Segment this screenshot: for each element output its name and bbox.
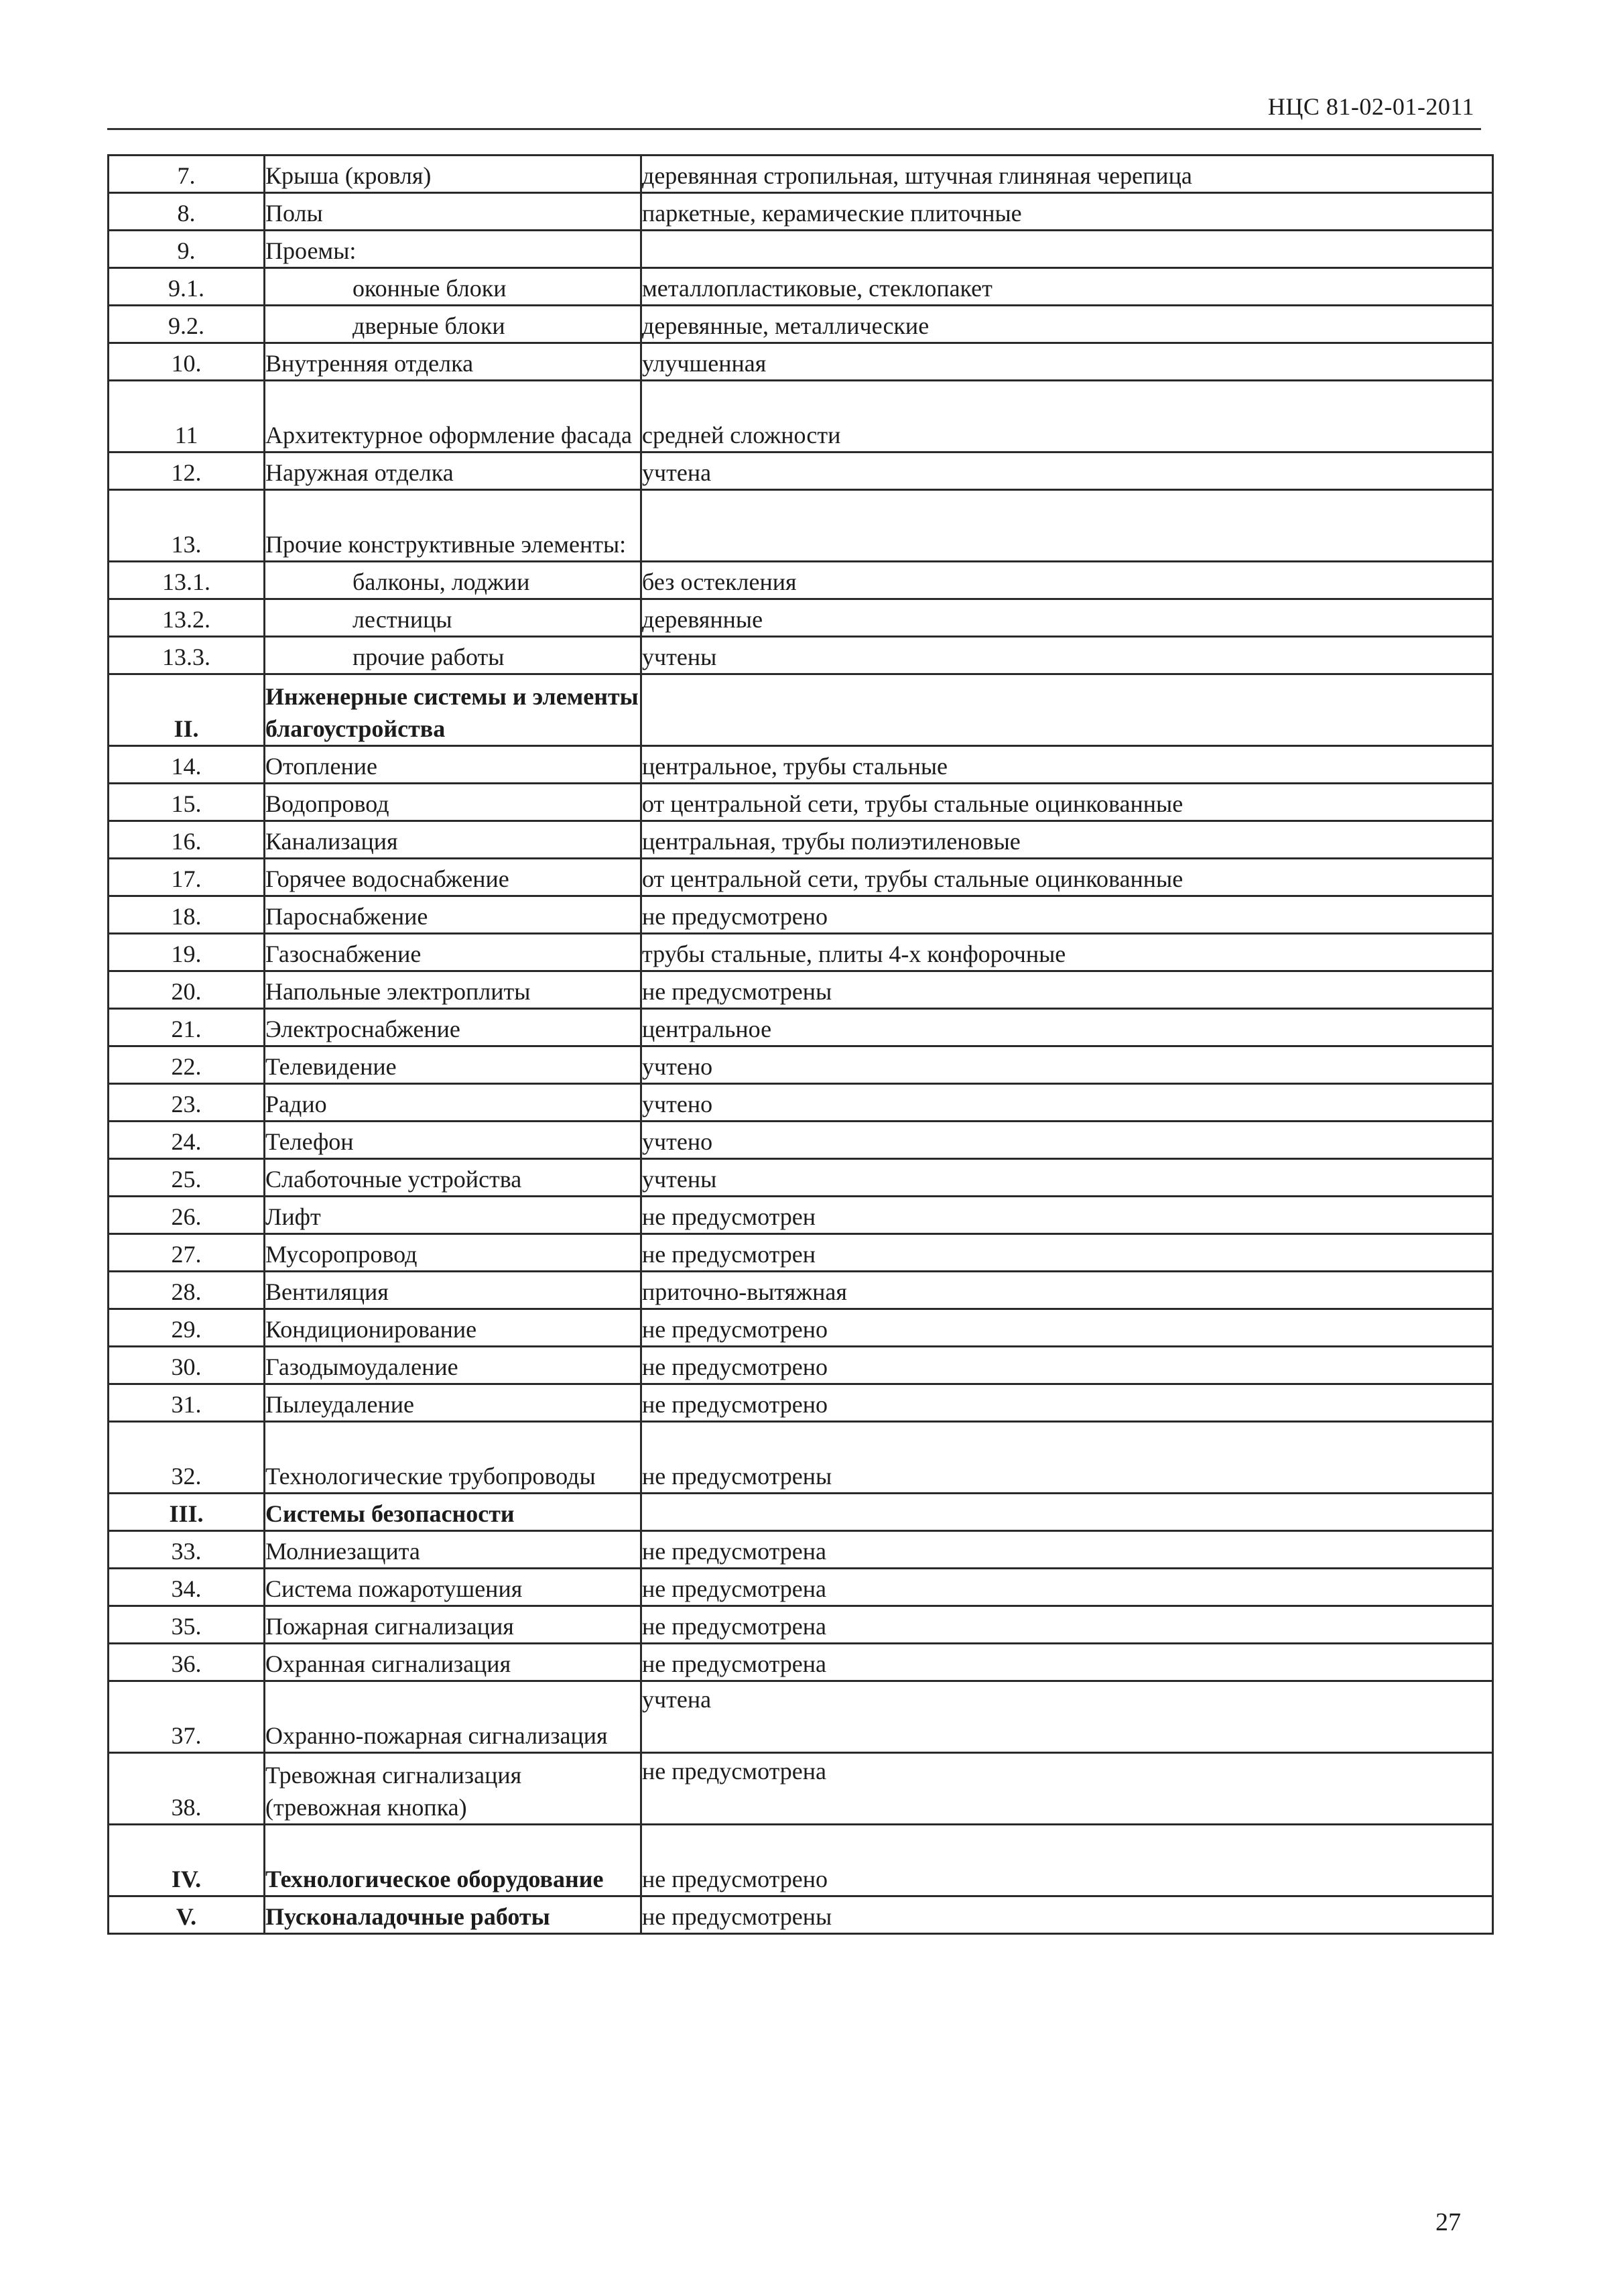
table-row xyxy=(109,1606,1493,1644)
item-value: не предусмотрено xyxy=(641,896,1493,934)
table-row xyxy=(109,452,1493,490)
item-number: 8. xyxy=(109,193,265,231)
item-name: Вентиляция xyxy=(265,1272,641,1309)
table-row xyxy=(109,1309,1493,1347)
item-name: Пылеудаление xyxy=(265,1384,641,1422)
item-name: Тревожная сигнализация (тревожная кнопка) xyxy=(265,1753,641,1825)
item-number: 13.3. xyxy=(109,637,265,674)
specification-table-body xyxy=(109,156,1493,1934)
section-row xyxy=(109,1494,1493,1531)
specification-table xyxy=(107,154,1494,1935)
item-number: 24. xyxy=(109,1122,265,1159)
item-number: 33. xyxy=(109,1531,265,1569)
item-name: Пожарная сигнализация xyxy=(265,1606,641,1644)
table-row xyxy=(109,231,1493,268)
table-row xyxy=(109,1569,1493,1606)
item-value: средней сложности xyxy=(641,381,1493,452)
item-number: 11 xyxy=(109,381,265,452)
item-name: Прочие конструктивные элементы: xyxy=(265,490,641,562)
item-number: 22. xyxy=(109,1046,265,1084)
item-value: без остекления xyxy=(641,562,1493,599)
table-row xyxy=(109,1384,1493,1422)
section-row xyxy=(109,1896,1493,1934)
table-row xyxy=(109,1122,1493,1159)
item-value: учтено xyxy=(641,1046,1493,1084)
item-value: центральная, трубы полиэтиленовые xyxy=(641,821,1493,859)
item-number: 14. xyxy=(109,746,265,784)
item-name: лестницы xyxy=(265,599,641,637)
item-number: 31. xyxy=(109,1384,265,1422)
item-number: 12. xyxy=(109,452,265,490)
item-value: от центральной сети, трубы стальные оцинкованные xyxy=(641,784,1493,821)
item-name: Мусоропровод xyxy=(265,1234,641,1272)
table-row xyxy=(109,896,1493,934)
item-value: учтено xyxy=(641,1122,1493,1159)
table-row xyxy=(109,637,1493,674)
item-number: 9.1. xyxy=(109,268,265,306)
item-value: не предусмотрено xyxy=(641,1825,1493,1896)
item-number: 17. xyxy=(109,859,265,896)
section-row xyxy=(109,674,1493,746)
item-number: 10. xyxy=(109,343,265,381)
item-value: не предусмотрено xyxy=(641,1309,1493,1347)
item-name: прочие работы xyxy=(265,637,641,674)
item-name: Охранно-пожарная сигнализация xyxy=(265,1681,641,1753)
item-value: не предусмотрено xyxy=(641,1384,1493,1422)
item-number: 27. xyxy=(109,1234,265,1272)
item-number: 7. xyxy=(109,156,265,193)
item-number: 18. xyxy=(109,896,265,934)
header-rule xyxy=(107,128,1481,130)
item-name: дверные блоки xyxy=(265,306,641,343)
item-name: Лифт xyxy=(265,1197,641,1234)
table-row xyxy=(109,1272,1493,1309)
item-name: Архитектурное оформление фасада xyxy=(265,381,641,452)
item-number: III. xyxy=(109,1494,265,1531)
table-row xyxy=(109,1197,1493,1234)
item-number: II. xyxy=(109,674,265,746)
item-value: центральное, трубы стальные xyxy=(641,746,1493,784)
item-name: Проемы: xyxy=(265,231,641,268)
table-row xyxy=(109,193,1493,231)
item-number: 16. xyxy=(109,821,265,859)
item-name: Отопление xyxy=(265,746,641,784)
item-number: 9. xyxy=(109,231,265,268)
item-value xyxy=(641,1494,1493,1531)
table-row xyxy=(109,1422,1493,1494)
table-row xyxy=(109,1159,1493,1197)
item-name: Телевидение xyxy=(265,1046,641,1084)
item-name: Пусконаладочные работы xyxy=(265,1896,641,1934)
table-row xyxy=(109,1046,1493,1084)
item-number: V. xyxy=(109,1896,265,1934)
item-value: не предусмотрены xyxy=(641,1896,1493,1934)
item-value: учтено xyxy=(641,1084,1493,1122)
item-name: Наружная отделка xyxy=(265,452,641,490)
item-value: не предусмотрена xyxy=(641,1606,1493,1644)
item-number: 30. xyxy=(109,1347,265,1384)
item-name: Газоснабжение xyxy=(265,934,641,971)
item-number: 34. xyxy=(109,1569,265,1606)
item-value: улучшенная xyxy=(641,343,1493,381)
item-number: 13. xyxy=(109,490,265,562)
table-row xyxy=(109,156,1493,193)
item-value: учтены xyxy=(641,1159,1493,1197)
table-row xyxy=(109,1009,1493,1046)
item-name: балконы, лоджии xyxy=(265,562,641,599)
item-number: IV. xyxy=(109,1825,265,1896)
item-value: металлопластиковые, стеклопакет xyxy=(641,268,1493,306)
item-number: 28. xyxy=(109,1272,265,1309)
table-row xyxy=(109,268,1493,306)
item-name: Канализация xyxy=(265,821,641,859)
table-row xyxy=(109,934,1493,971)
item-value: не предусмотрена xyxy=(641,1644,1493,1681)
table-row xyxy=(109,859,1493,896)
item-name: Кондиционирование xyxy=(265,1309,641,1347)
item-name: Охранная сигнализация xyxy=(265,1644,641,1681)
item-value: не предусмотрен xyxy=(641,1234,1493,1272)
item-number: 32. xyxy=(109,1422,265,1494)
item-value: учтена xyxy=(641,452,1493,490)
item-value: не предусмотрена xyxy=(641,1569,1493,1606)
item-number: 13.1. xyxy=(109,562,265,599)
item-number: 35. xyxy=(109,1606,265,1644)
item-name: Крыша (кровля) xyxy=(265,156,641,193)
item-value: не предусмотрено xyxy=(641,1347,1493,1384)
item-number: 29. xyxy=(109,1309,265,1347)
table-row xyxy=(109,1347,1493,1384)
table-row xyxy=(109,784,1493,821)
item-name: Телефон xyxy=(265,1122,641,1159)
document-code: НЦС 81-02-01-2011 xyxy=(1267,93,1474,120)
item-value: учтена xyxy=(641,1681,1493,1753)
item-name: Слаботочные устройства xyxy=(265,1159,641,1197)
item-value xyxy=(641,674,1493,746)
item-name: Система пожаротушения xyxy=(265,1569,641,1606)
item-value: деревянная стропильная, штучная глиняная черепица xyxy=(641,156,1493,193)
item-value: деревянные xyxy=(641,599,1493,637)
item-number: 37. xyxy=(109,1681,265,1753)
item-name: Водопровод xyxy=(265,784,641,821)
item-value: деревянные, металлические xyxy=(641,306,1493,343)
item-number: 38. xyxy=(109,1753,265,1825)
item-number: 36. xyxy=(109,1644,265,1681)
item-value: не предусмотрена xyxy=(641,1531,1493,1569)
item-name: Газодымоудаление xyxy=(265,1347,641,1384)
item-value: приточно-вытяжная xyxy=(641,1272,1493,1309)
table-row xyxy=(109,1681,1493,1753)
item-name: Напольные электроплиты xyxy=(265,971,641,1009)
item-number: 23. xyxy=(109,1084,265,1122)
table-row xyxy=(109,381,1493,452)
item-value: от центральной сети, трубы стальные оцинкованные xyxy=(641,859,1493,896)
item-value xyxy=(641,490,1493,562)
item-name: Инженерные системы и элементы благоустройства xyxy=(265,674,641,746)
item-name: Полы xyxy=(265,193,641,231)
table-row xyxy=(109,971,1493,1009)
item-number: 19. xyxy=(109,934,265,971)
table-row xyxy=(109,490,1493,562)
table-row xyxy=(109,562,1493,599)
item-name: Внутренняя отделка xyxy=(265,343,641,381)
item-number: 15. xyxy=(109,784,265,821)
item-name: Горячее водоснабжение xyxy=(265,859,641,896)
item-name: Радио xyxy=(265,1084,641,1122)
table-row xyxy=(109,1753,1493,1825)
item-name: Системы безопасности xyxy=(265,1494,641,1531)
section-row xyxy=(109,1825,1493,1896)
item-value xyxy=(641,231,1493,268)
table-row xyxy=(109,1084,1493,1122)
table-row xyxy=(109,343,1493,381)
item-value: паркетные, керамические плиточные xyxy=(641,193,1493,231)
item-name: оконные блоки xyxy=(265,268,641,306)
item-number: 9.2. xyxy=(109,306,265,343)
item-name: Технологические трубопроводы xyxy=(265,1422,641,1494)
table-row xyxy=(109,821,1493,859)
item-value: не предусмотрены xyxy=(641,1422,1493,1494)
table-row xyxy=(109,1644,1493,1681)
page-number: 27 xyxy=(1435,2208,1461,2236)
item-name: Технологическое оборудование xyxy=(265,1825,641,1896)
item-value: не предусмотрен xyxy=(641,1197,1493,1234)
table-row xyxy=(109,306,1493,343)
table-row xyxy=(109,1234,1493,1272)
item-number: 13.2. xyxy=(109,599,265,637)
item-name: Пароснабжение xyxy=(265,896,641,934)
item-value: не предусмотрена xyxy=(641,1753,1493,1825)
item-value: не предусмотрены xyxy=(641,971,1493,1009)
table-row xyxy=(109,599,1493,637)
item-value: трубы стальные, плиты 4-х конфорочные xyxy=(641,934,1493,971)
table-row xyxy=(109,1531,1493,1569)
item-name: Электроснабжение xyxy=(265,1009,641,1046)
item-number: 20. xyxy=(109,971,265,1009)
item-name: Молниезащита xyxy=(265,1531,641,1569)
table-row xyxy=(109,746,1493,784)
item-number: 25. xyxy=(109,1159,265,1197)
item-number: 26. xyxy=(109,1197,265,1234)
item-number: 21. xyxy=(109,1009,265,1046)
item-value: учтены xyxy=(641,637,1493,674)
item-value: центральное xyxy=(641,1009,1493,1046)
